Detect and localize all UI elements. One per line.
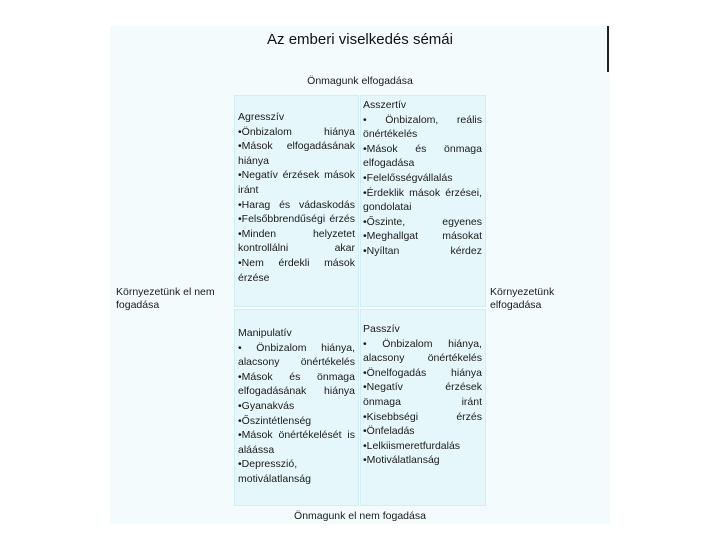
quadrant-item: •Minden helyzetet kontrollálni akar (238, 227, 355, 255)
quadrant-item: •Őszinte, egyenes (363, 215, 482, 228)
quadrant-item: •Nem érdekli mások érzése (238, 256, 355, 284)
quadrant-item: •Negatív érzések önmaga iránt (363, 381, 482, 408)
quadrant-item: •Önbizalom hiánya (238, 125, 355, 138)
quadrant-agressziv (234, 95, 359, 307)
quadrant-item: •Gyanakvás (238, 399, 295, 412)
quadrant-heading: Asszertív (363, 99, 407, 111)
quadrant-item: •Meghallgat másokat (363, 230, 482, 243)
quadrant-item: •Felelősségvállalás (363, 171, 453, 184)
quadrant-item: •Őszintétlenség (238, 414, 312, 427)
quadrant-item: •Mások és önmaga elfogadása (363, 142, 482, 170)
quadrant-passziv (360, 309, 486, 506)
quadrant-item: •Önelfogadás hiánya (363, 366, 482, 379)
quadrant-heading: Agresszív (238, 111, 285, 123)
quadrant-heading: Manipulatív (238, 327, 292, 339)
quadrant-item: •Mások elfogadásának hiánya (238, 140, 355, 167)
quadrant-item: •Önfeladás (363, 425, 415, 438)
quadrant-item: •Harag és vádaskodás (238, 198, 355, 211)
quadrant-item: •Lelkiismeretfurdalás (363, 439, 461, 452)
quadrant-item: • Önbizalom, reális önértékelés (363, 113, 482, 141)
quadrant-item: •Felsőbbrendűségi érzés (238, 213, 355, 226)
quadrant-item: •Mások és önmaga elfogadásának hiánya (238, 370, 355, 398)
axis-label-bottom: Önmagunk el nem fogadása (294, 510, 426, 522)
quadrant-item: •Kisebbségi érzés (363, 410, 482, 423)
page-title: Az emberi viselkedés sémái (267, 31, 453, 48)
quadrant-heading: Passzív (363, 323, 400, 335)
quadrant-item: •Motiválatlanság (363, 454, 440, 467)
quadrant-item: •Érdeklik mások érzései, gondolatai (363, 186, 482, 214)
quadrant-item: • Önbizalom hiánya, alacsony önértékelés (363, 337, 482, 365)
quadrant-item: •Negatív érzések mások iránt (238, 169, 355, 196)
quadrant-item: • Önbizalom hiánya, alacsony önértékelés (238, 341, 355, 369)
quadrant-asszertiv (360, 95, 486, 307)
quadrant-item: •Nyíltan kérdez (363, 244, 482, 257)
axis-label-top: Önmagunk elfogadása (307, 75, 413, 87)
quadrant-item: •Mások önértékelését is aláássa (238, 429, 355, 456)
axis-label-right: Környezetünk elfogadása (490, 286, 555, 311)
axis-label-left: Környezetünk el nem fogadása (116, 286, 215, 311)
quadrant-manipulativ (234, 309, 359, 506)
quadrant-item: •Depresszió, motiválatlanság (238, 458, 311, 485)
